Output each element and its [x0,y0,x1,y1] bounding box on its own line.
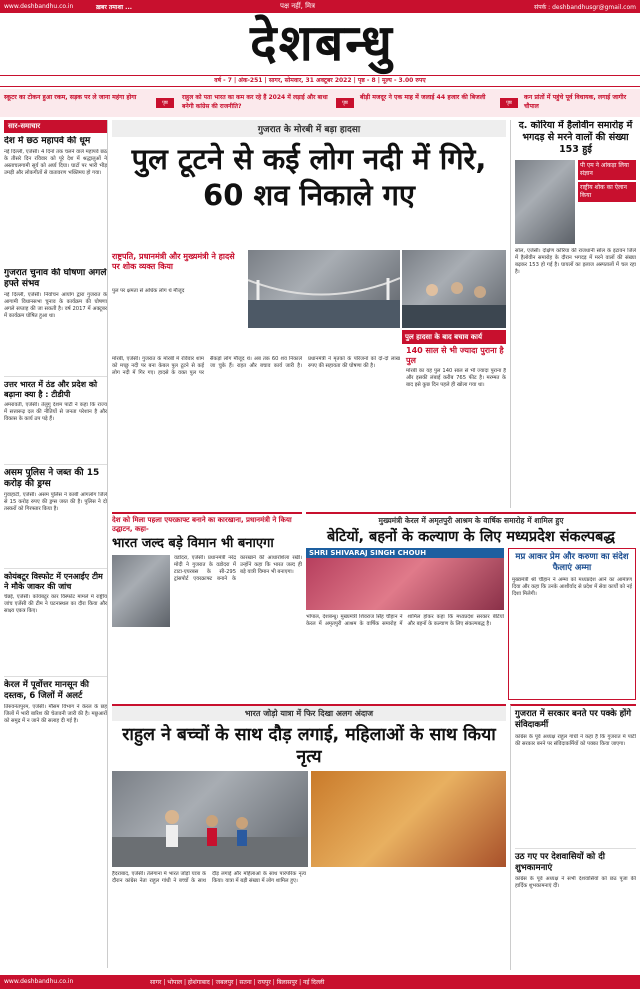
gujarat-sidebar [510,704,636,970]
masthead [0,13,640,75]
bridge-photo [248,250,400,328]
issue-meta: वर्ष - 7 | अंक-251 | सागर, सोमवार, 31 अक्टूबर 2022 | पृष्ठ - 8 | मूल्य - 3.00 रुपए [214,77,426,84]
teaser-1[interactable] [4,93,154,115]
korea-bullet-2: राष्ट्रीय शोक का ऐलान किया [578,182,636,202]
teaser-4[interactable] [524,93,636,115]
lead-subhead: राष्ट्रपति, प्रधानमंत्री और मुख्यमंत्री ने हादसे पर शोक व्यक्त किया [112,252,235,271]
teaser-1-text: स्कूटर का टोकन हुआ रकम, सड़क पर ले जाना महंगा होगा [4,94,137,101]
left-story-3-title: उत्तर भारत में ठंड और प्रदेश को बढ़ाना क्या है : टीडीपी [4,380,98,399]
footer-editions: सागर | भोपाल | होशंगाबाद | जबलपुर | सतना | रायपुर | बिलासपुर | नई दिल्ली [150,979,325,986]
left-story-5-body: चेन्नई, एजेंसी। कोयंबटूर कार विस्फोट मामले में राष्ट्रीय जांच एजेंसी की टीम ने घटनास्थल का दौरा किया और साक्ष्य एकत्र किए। [4,594,107,614]
amma-box [508,548,636,700]
footer-website[interactable]: www.deshbandhu.co.in [4,978,74,985]
rahul-story [112,704,506,970]
chhath-subhead[interactable]: उठ गए पर देशवासियों को दी शुभकामनाएं [515,848,636,874]
korea-story [510,120,636,508]
left-story-4-body: गुवाहाटी, एजेंसी। असम पुलिस ने कार्बी आंगलोंग जिले से 15 करोड़ रुपए की ड्रग्स जब्त की है। पुलिस ने दो तस्करों को गिरफ्तार किया है। [4,492,107,512]
rahul-body: हैदराबाद, एजेंसी। तेलंगाना में भारत जोड़ो यात्रा के दौरान कांग्रेस नेता राहुल गांधी ने बच्चों के साथ दौड़ लगाई और महिलाओं के साथ पारंपरिक नृत्य किया। यात्रा में बड़ी संख्या में लोग शामिल हुए। [112,871,306,884]
rahul-kicker: भारत जोड़ो यात्रा में फिर दिखा अलग अंदाज [112,706,506,721]
left-story-3[interactable] [4,376,107,464]
lead-body: मोरबी, एजेंसी। गुजरात के मोरबी में रविवार शाम को मच्छु नदी पर बना केबल पुल टूटने से कई लोग नदी में गिर गए। हादसे के वक्त पुल पर सैकड़ों लोग मौजूद थे। अब तक 60 शव निकाले जा चुके हैं। राहत और बचाव कार्य जारी है। प्रधानमंत्री ने मृतकों के परिजनों को दो-दो लाख रुपए की सहायता की घोषणा की है। [112,356,400,376]
amma-headline[interactable]: मप्र आकर प्रेम और करुणा का संदेश फैलाएं अम्मा [515,552,629,573]
lead-kicker: गुजरात के मोरबी में बड़ा हादसा [112,120,506,137]
gujarat-body: कांग्रेस के पूर्व अध्यक्ष राहुल गांधी ने कहा है कि गुजरात में पार्टी की सरकार बनने पर संविदाकर्मियों को पक्का किया जाएगा। [515,734,636,747]
mp-photo-banner: SHRI SHIVARAJ SINGH CHOUH [306,548,504,558]
rahul-photo-run [112,771,308,867]
pm-photo [112,555,170,627]
teaser-2-text: राहुल को पता भारत का कम कर रहे हैं 2024 में लड़ाई और बाधा बनेगी कांग्रेस की राजनीति? [182,94,328,110]
teaser-3-text: बीड़ी मजदूर ने एक माह में जलाई 44 हजार की बिजली [360,94,486,101]
teaser-3[interactable] [360,93,500,115]
mp-body: भोपाल, देशबन्धु। मुख्यमंत्री शिवराज सिंह चौहान ने केरल में अमृतपुरी आश्रम के वार्षिक समारोह में शामिल होकर कहा कि मध्यप्रदेश सरकार बेटियों और बहनों के कल्याण के लिए संकल्पबद्ध है। [306,614,504,627]
airbus-headline[interactable]: भारत जल्द बड़े विमान भी बनाएगा [112,536,274,551]
mp-story [306,512,636,700]
airbus-kicker: देश को मिला पहला एयरक्राफ्ट बनाने का कारखाना, प्रधानमंत्री ने किया उद्घाटन, कहा- [112,516,292,533]
left-column [4,120,108,968]
lead-side-title: 140 साल से भी ज्यादा पुराना है पुल [406,346,504,365]
left-story-6-title: केरल में पूर्वोत्तर मानसून की दस्तक, 6 जिलों में अलर्ट [4,680,89,701]
issue-meta-bar [0,75,640,87]
tagline: पक्ष नहीं, मित्र [280,2,315,10]
teaser-2[interactable] [182,93,332,115]
rescue-photo [402,250,506,328]
left-story-6-body: तिरुवनंतपुरम, एजेंसी। मौसम विभाग ने केरल के छह जिलों में भारी बारिश की चेतावनी जारी की है। मछुआरों को समुद्र में न जाने की सलाह दी गई है। [4,704,107,724]
korea-bullet-1: पी एम ने आंकड़ा लिया संज्ञान [578,160,636,180]
left-story-1-body: नई दिल्ली, एजेंसी। 4 दिनों तक चलने वाले महापर्व छठ के तीसरे दिन रविवार को पूरे देश में श्रद्धालुओं ने अस्ताचलगामी सूर्य को अर्घ्य दिया। घाटों पर भारी भीड़ उमड़ी और लोकगीतों से वातावरण भक्तिमय हो गया। [4,149,107,176]
left-column-header: सार-समाचार [4,120,107,133]
teaser-strip [0,89,640,117]
mp-headline[interactable]: बेटियों, बहनों के कल्याण के लिए मध्यप्रदेश संकल्पबद्ध [326,529,616,545]
gujarat-headline[interactable]: गुजरात में सरकार बनते पर पक्के होंगे संविदाकर्मी [515,709,632,730]
rahul-photo-run-art [112,771,308,867]
left-story-5-title: कोयंबटूर विस्फोट में एनआईए टीम ने मौके जाकर की जांच [4,572,103,591]
lead-photo-caption-1: पुल पर क्षमता से अधिक लोग थे मौजूद [112,288,185,294]
teaser-4-text: कन प्रांतों में पहुंचे पूर्व विधायक, लगाई जागीर चौपाल [524,94,627,110]
promo-label: ख़बर तमाशा ... [96,4,132,11]
email-contact: संपर्क : deshbandhusgr@gmail.com [534,4,636,11]
left-story-5[interactable] [4,568,107,676]
lead-story [112,120,506,508]
left-story-2-body: नई दिल्ली, एजेंसी। निर्वाचन आयोग द्वारा गुजरात के आगामी विधानसभा चुनाव के कार्यक्रम की घोषणा अगले सप्ताह की जा सकती है। वर्ष 2017 में अक्टूबर में कार्यक्रम घोषित हुआ था। [4,292,107,319]
mp-photo [306,548,504,610]
left-story-2[interactable] [4,268,107,376]
left-story-3-body: अमरावती, एजेंसी। तेलुगु देशम पार्टी ने कहा कि राज्य में सत्तारूढ़ दल की नीतियों से जनता परेशान है और विकास के कार्य ठप पड़े हैं। [4,402,107,422]
airbus-body: वडोदरा, एजेंसी। प्रधानमंत्री नरेंद्र मोदी ने गुजरात के वडोदरा में टाटा-एयरबस के सी-295 ट्रांसपोर्ट एयरक्राफ्ट बनाने के कारखाने की आधारशिला रखी। उन्होंने कहा कि भारत जल्द ही बड़े यात्री विमान भी बनाएगा। [174,555,302,582]
amma-body: मुख्यमंत्री श्री चौहान ने अम्मा को मध्यप्रदेश आने का आमंत्रण दिया और कहा कि उनके आशीर्वाद से प्रदेश में सेवा कार्यों को नई दिशा मिलेगी। [512,577,632,597]
teaser-1-page: पृष्ठ [156,98,174,108]
korea-photo [515,160,575,244]
mp-kicker: मुख्यमंत्री केरल में अमृतपुरी आश्रम के वार्षिक समारोह में शामिल हुए [378,516,564,525]
bridge-photo-art [248,250,400,328]
rahul-photo-dance [311,771,506,867]
korea-body: सोल, एजेंसी। दक्षिण कोरिया की राजधानी सोल के इटावन जिले में हैलोवीन समारोह के दौरान भगदड़ में मरने वालों की संख्या बढ़कर 153 हो गई है। घायलों का इलाज अस्पतालों में चल रहा है। [515,248,636,275]
top-strip [0,0,640,13]
chhath-body: कांग्रेस के पूर्व अध्यक्ष ने सभी देशवासियों को छठ पूजा की हार्दिक शुभकामनाएं दीं। [515,876,636,889]
teaser-2-page: पृष्ठ [336,98,354,108]
left-story-2-title: गुजरात चुनाव की घोषणा अगले हफ्ते संभव [4,268,107,289]
left-story-1-title: देश में छठ महापर्व की धूम [4,136,91,146]
left-story-6[interactable] [4,676,107,856]
lead-sidebar [406,346,506,506]
airbus-story [112,512,302,700]
left-story-4[interactable] [4,464,107,568]
rahul-headline[interactable]: राहुल ने बच्चों के साथ दौड़ लगाई, महिलाओं के साथ किया नृत्य [122,725,496,767]
lead-photo-caption-2: पुल हादसा के बाद बचाव कार्य [402,330,506,344]
newspaper-title: देशबन्धु [250,14,394,72]
lead-headline[interactable]: पुल टूटने से कई लोग नदी में गिरे, 60 शव निकाले गए [131,142,487,212]
teaser-3-page: पृष्ठ [500,98,518,108]
lead-caption-area [112,288,244,352]
footer-bar [0,975,640,989]
korea-headline[interactable]: द. कोरिया में हैलोवीन समारोह में भगदड़ से मरने वालों की संख्या 153 हुई [518,120,633,155]
website-link[interactable]: www.deshbandhu.co.in [4,3,74,10]
left-story-1[interactable] [4,136,107,254]
left-story-4-title: असम पुलिस ने जब्त की 15 करोड़ की ड्रग्स [4,468,100,489]
lead-side-body: मोरबी का यह पुल 140 साल से भी ज्यादा पुराना है और इसकी लंबाई करीब 765 फीट है। मरम्मत के बाद इसे कुछ दिन पहले ही खोला गया था। [406,368,506,388]
rescue-photo-art [402,250,506,328]
